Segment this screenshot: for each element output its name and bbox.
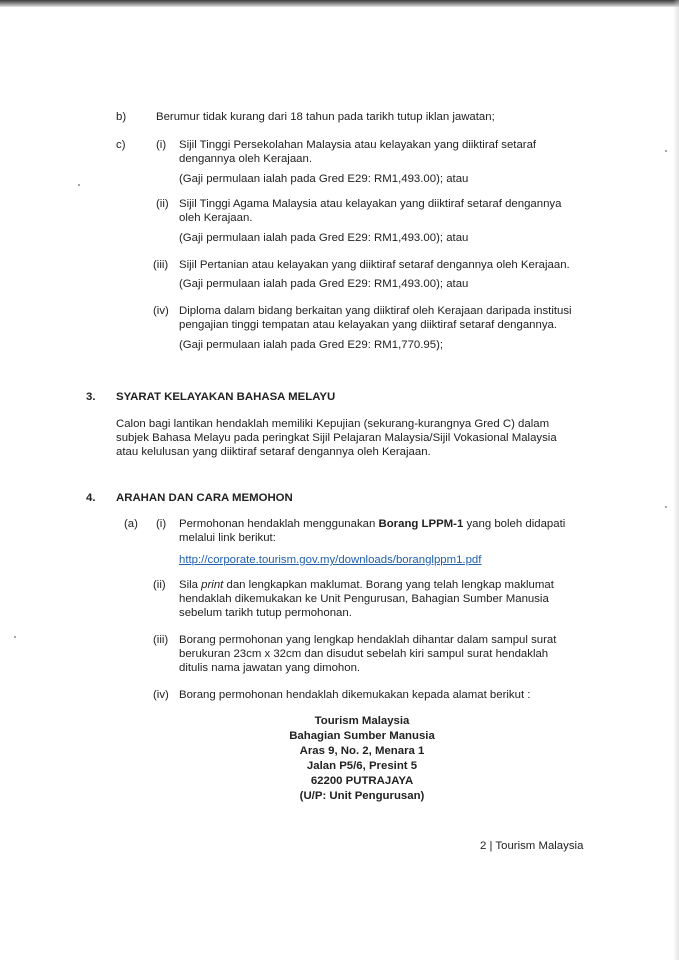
address-line-3: Aras 9, No. 2, Menara 1 <box>299 745 425 757</box>
address-line-2: Bahagian Sumber Manusia <box>289 730 435 742</box>
scan-speck <box>665 150 667 152</box>
section3-line-1: Calon bagi lantikan hendaklah memiliki Kepujian (sekurang-kurangnya Gred C) dalam <box>116 418 550 430</box>
section4-number: 4. <box>86 492 96 504</box>
c-i-line2: dengannya oleh Kerajaan. <box>179 153 313 165</box>
s4-iii-line3: ditulis nama jawatan yang dimohon. <box>179 662 361 674</box>
s4-ii-line2: hendaklah dikemukakan ke Unit Pengurusan, Bahagian Sumber Manusia <box>179 593 549 605</box>
s4-iv-num: (iv) <box>153 689 169 701</box>
section4-heading: ARAHAN DAN CARA MEMOHON <box>116 492 293 504</box>
s4-i-num: (i) <box>156 518 167 530</box>
c-ii-num: (ii) <box>156 198 169 210</box>
address-line-5: 62200 PUTRAJAYA <box>310 775 414 787</box>
s4-i-line2: melalui link berikut: <box>179 532 276 544</box>
c-ii-salary: (Gaji permulaan ialah pada Gred E29: RM1,493.00); atau <box>179 232 469 244</box>
item-b-text: Berumur tidak kurang dari 18 tahun pada tarikh tutup iklan jawatan; <box>156 111 495 123</box>
c-iv-line2: pengajian tinggi tempatan atau kelayakan yang diiktiraf setaraf dengannya. <box>179 319 558 331</box>
c-iii-line1: Sijil Pertanian atau kelayakan yang diiktiraf setaraf dengannya oleh Kerajaan. <box>179 259 570 271</box>
s4-i-line1-post: yang boleh didapati <box>463 518 566 530</box>
c-iv-salary: (Gaji permulaan ialah pada Gred E29: RM1,770.95); <box>179 339 444 351</box>
address-line-1: Tourism Malaysia <box>314 715 410 727</box>
s4-ii-line3: sebelum tarikh tutup permohonan. <box>179 607 352 619</box>
scan-speck <box>78 184 80 186</box>
c-ii-line2: oleh Kerajaan. <box>179 212 253 224</box>
scan-speck <box>14 636 16 638</box>
s4-ii-line1-pre: Sila <box>179 579 202 591</box>
section3-line-2: subjek Bahasa Melayu pada peringkat Sijil Pelajaran Malaysia/Sijil Vokasional Malaysia <box>116 432 557 444</box>
section3-number: 3. <box>86 391 96 403</box>
print-word: print <box>201 579 224 591</box>
c-iv-line1: Diploma dalam bidang berkaitan yang diiktiraf oleh Kerajaan daripada institusi <box>179 305 572 317</box>
c-iv-num: (iv) <box>153 305 169 317</box>
s4-iv-line1: Borang permohonan hendaklah dikemukakan kepada alamat berikut : <box>179 689 531 701</box>
address-line-4: Jalan P5/6, Presint 5 <box>306 760 418 772</box>
s4-ii-line1 <box>179 578 554 592</box>
page-footer: 2 | Tourism Malaysia <box>480 840 584 852</box>
s4-iii-num: (iii) <box>153 634 169 646</box>
c-i-salary: (Gaji permulaan ialah pada Gred E29: RM1,493.00); atau <box>179 173 469 185</box>
c-i-num: (i) <box>156 139 167 151</box>
c-i-line1: Sijil Tinggi Persekolahan Malaysia atau kelayakan yang diiktiraf setaraf <box>179 139 537 151</box>
s4-iii-line2: berukuran 23cm x 32cm dan disudut sebelah kiri sampul surat hendaklah <box>179 648 549 660</box>
address-line-6: (U/P: Unit Pengurusan) <box>299 790 425 802</box>
s4-ii-line1-post: dan lengkapkan maklumat. Borang yang telah lengkap maklumat <box>223 579 554 591</box>
c-ii-line1: Sijil Tinggi Agama Malaysia atau kelayakan yang diiktiraf setaraf dengannya <box>179 198 562 210</box>
c-iii-salary: (Gaji permulaan ialah pada Gred E29: RM1,493.00); atau <box>179 278 469 290</box>
scan-speck <box>665 506 667 508</box>
item-b-label: b) <box>116 111 127 123</box>
section4-a-label: (a) <box>124 518 138 530</box>
section3-line-3: atau kelulusan yang diiktiraf setaraf dengannya oleh Kerajaan. <box>116 446 431 458</box>
borang-download-link[interactable]: http://corporate.tourism.gov.my/downloads/boranglppm1.pdf <box>179 554 482 566</box>
scan-top-edge <box>0 0 679 7</box>
section3-heading: SYARAT KELAYAKAN BAHASA MELAYU <box>116 391 336 403</box>
s4-ii-num: (ii) <box>153 579 166 591</box>
s4-i-line1-pre: Permohonan hendaklah menggunakan <box>179 518 379 530</box>
borang-name: Borang LPPM-1 <box>378 518 464 530</box>
s4-i-line1 <box>179 517 565 531</box>
item-c-label: c) <box>116 139 126 151</box>
address-block <box>262 714 462 804</box>
c-iii-num: (iii) <box>153 259 169 271</box>
scan-right-shadow <box>673 0 679 960</box>
s4-iii-line1: Borang permohonan yang lengkap hendaklah dihantar dalam sampul surat <box>179 634 557 646</box>
